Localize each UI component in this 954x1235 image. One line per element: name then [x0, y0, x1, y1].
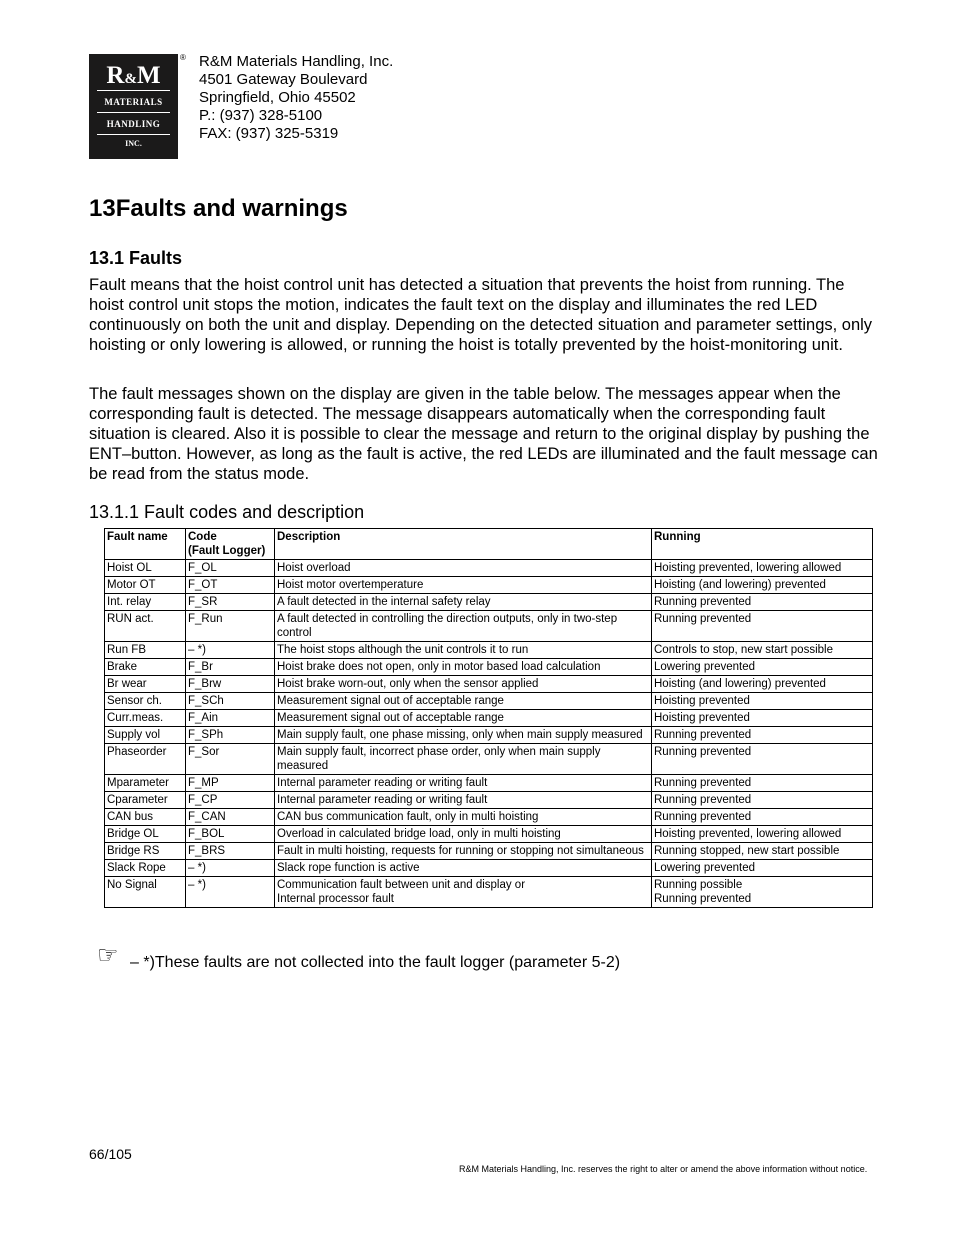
logo-title: R&M — [106, 62, 161, 89]
cell-description: Main supply fault, one phase missing, only when main supply measured — [275, 727, 652, 744]
fault-codes-table — [104, 528, 873, 908]
table-row — [105, 744, 873, 775]
cell-description: Fault in multi hoisting, requests for running or stopping not simultaneous — [275, 843, 652, 860]
cell-code: F_Brw — [186, 676, 275, 693]
address-line: FAX: (937) 325-5319 — [199, 125, 339, 142]
logo-divider — [97, 90, 170, 91]
cell-description: The hoist stops although the unit controls it to run — [275, 642, 652, 659]
cell-running: Hoisting prevented — [652, 693, 873, 710]
cell-fault-name: Bridge RS — [105, 843, 186, 860]
table-row — [105, 843, 873, 860]
footnote-text: – *)These faults are not collected into the fault logger (parameter 5-2) — [130, 954, 621, 971]
cell-code: F_Sor — [186, 744, 275, 775]
cell-running: Running prevented — [652, 775, 873, 792]
cell-description: Slack rope function is active — [275, 860, 652, 877]
table-row — [105, 594, 873, 611]
cell-fault-name: Hoist OL — [105, 560, 186, 577]
table-row — [105, 659, 873, 676]
cell-code: F_SCh — [186, 693, 275, 710]
company-address — [199, 53, 393, 143]
table-row — [105, 826, 873, 843]
cell-description: Hoist overload — [275, 560, 652, 577]
address-line: R&M Materials Handling, Inc. — [199, 53, 394, 70]
pointing-hand-icon: ☞ — [97, 942, 119, 969]
table-title: 13.1.1 Fault codes and description — [89, 502, 365, 522]
table-row — [105, 560, 873, 577]
cell-code: F_CAN — [186, 809, 275, 826]
cell-running: Lowering prevented — [652, 659, 873, 676]
cell-running: Running prevented — [652, 727, 873, 744]
messages-paragraph: The fault messages shown on the display are given in the table below. The messages appear when the corresponding fault is detected. The message disappears automatically when the corresponding fault situation is cleared. Also it is possible to clear the message and return to the original display by pushing the ENT–button. However, as long as the fault is active, the red LEDs are illuminated and the fault message can be read from the status mode. — [89, 385, 878, 483]
cell-description: Overload in calculated bridge load, only in multi hoisting — [275, 826, 652, 843]
cell-code: F_MP — [186, 775, 275, 792]
cell-running: Running prevented — [652, 594, 873, 611]
table-row — [105, 710, 873, 727]
cell-fault-name: CAN bus — [105, 809, 186, 826]
cell-fault-name: Sensor ch. — [105, 693, 186, 710]
table-row — [105, 877, 873, 908]
cell-fault-name: Brake — [105, 659, 186, 676]
cell-code: F_BOL — [186, 826, 275, 843]
table-row — [105, 792, 873, 809]
subsection-title: 13.1 Faults — [89, 248, 183, 268]
cell-code: F_CP — [186, 792, 275, 809]
cell-code: F_OL — [186, 560, 275, 577]
table-row — [105, 577, 873, 594]
cell-description: CAN bus communication fault, only in multi hoisting — [275, 809, 652, 826]
cell-running: Running possible Running prevented — [652, 877, 873, 908]
cell-description: Internal parameter reading or writing fault — [275, 792, 652, 809]
intro-paragraph: Fault means that the hoist control unit has detected a situation that prevents the hoist from running. The hoist control unit stops the motion, indicates the fault text on the display and illuminates the red LED continuously on both the unit and display. Depending on the detected situation and parameter settings, only hoisting or only lowering is allowed, or running the hoist is totally prevented by the hoist-monitoring unit. — [89, 276, 873, 354]
table-row — [105, 693, 873, 710]
logo-divider — [97, 112, 170, 113]
header-code-label: Code — [188, 531, 217, 543]
cell-code: F_Br — [186, 659, 275, 676]
cell-description: A fault detected in the internal safety relay — [275, 594, 652, 611]
cell-fault-name: Int. relay — [105, 594, 186, 611]
logo-ampersand: & — [124, 71, 137, 87]
registered-mark: ® — [180, 53, 186, 62]
cell-code: F_Run — [186, 611, 275, 642]
cell-fault-name: Slack Rope — [105, 860, 186, 877]
table-row — [105, 775, 873, 792]
cell-fault-name: Run FB — [105, 642, 186, 659]
cell-fault-name: Cparameter — [105, 792, 186, 809]
logo-divider — [97, 134, 170, 135]
cell-running: Running prevented — [652, 792, 873, 809]
cell-code: F_SR — [186, 594, 275, 611]
cell-fault-name: RUN act. — [105, 611, 186, 642]
cell-fault-name: Br wear — [105, 676, 186, 693]
logo-inc: INC. — [125, 139, 142, 148]
cell-description: A fault detected in controlling the direction outputs, only in two-step control — [275, 611, 652, 642]
cell-description: Internal parameter reading or writing fault — [275, 775, 652, 792]
company-logo — [89, 54, 178, 159]
cell-running: Hoisting (and lowering) prevented — [652, 676, 873, 693]
address-line: 4501 Gateway Boulevard — [199, 71, 368, 88]
table-row — [105, 676, 873, 693]
cell-description: Main supply fault, incorrect phase order, only when main supply measured — [275, 744, 652, 775]
cell-description: Measurement signal out of acceptable range — [275, 693, 652, 710]
cell-code: F_OT — [186, 577, 275, 594]
cell-code: F_SPh — [186, 727, 275, 744]
logo-materials: MATERIALS — [104, 97, 163, 107]
section-title: 13Faults and warnings — [89, 195, 348, 222]
cell-running: Lowering prevented — [652, 860, 873, 877]
header-fault-name: Fault name — [105, 529, 186, 560]
header-code-sub: (Fault Logger) — [188, 545, 266, 557]
cell-running: Hoisting prevented, lowering allowed — [652, 560, 873, 577]
header-running: Running — [652, 529, 873, 560]
cell-running: Controls to stop, new start possible — [652, 642, 873, 659]
cell-running: Hoisting prevented, lowering allowed — [652, 826, 873, 843]
table-row — [105, 642, 873, 659]
cell-description: Hoist brake worn-out, only when the sensor applied — [275, 676, 652, 693]
cell-fault-name: Curr.meas. — [105, 710, 186, 727]
header-description: Description — [275, 529, 652, 560]
cell-fault-name: Supply vol — [105, 727, 186, 744]
table-row — [105, 611, 873, 642]
table-row — [105, 809, 873, 826]
cell-code: – *) — [186, 642, 275, 659]
cell-description: Hoist motor overtemperature — [275, 577, 652, 594]
cell-running: Hoisting prevented — [652, 710, 873, 727]
table-body — [105, 560, 873, 908]
cell-fault-name: Motor OT — [105, 577, 186, 594]
page-number: 66/105 — [89, 1146, 132, 1162]
cell-running: Running stopped, new start possible — [652, 843, 873, 860]
cell-fault-name: No Signal — [105, 877, 186, 908]
address-line: P.: (937) 328-5100 — [199, 107, 323, 124]
cell-code: F_Ain — [186, 710, 275, 727]
footer-disclaimer: R&M Materials Handling, Inc. reserves the right to alter or amend the above information without notice. — [459, 1164, 868, 1174]
address-line: Springfield, Ohio 45502 — [199, 89, 356, 106]
cell-description: Communication fault between unit and display or Internal processor fault — [275, 877, 652, 908]
cell-running: Running prevented — [652, 809, 873, 826]
cell-fault-name: Mparameter — [105, 775, 186, 792]
cell-running: Hoisting (and lowering) prevented — [652, 577, 873, 594]
cell-running: Running prevented — [652, 611, 873, 642]
cell-code: – *) — [186, 860, 275, 877]
cell-description: Hoist brake does not open, only in motor based load calculation — [275, 659, 652, 676]
header-code — [186, 529, 275, 560]
cell-fault-name: Bridge OL — [105, 826, 186, 843]
table-row — [105, 860, 873, 877]
cell-description: Measurement signal out of acceptable range — [275, 710, 652, 727]
cell-code: F_BRS — [186, 843, 275, 860]
cell-code: – *) — [186, 877, 275, 908]
table-row — [105, 727, 873, 744]
cell-fault-name: Phaseorder — [105, 744, 186, 775]
logo-handling: HANDLING — [106, 119, 161, 129]
table-header-row — [105, 529, 873, 560]
cell-running: Running prevented — [652, 744, 873, 775]
